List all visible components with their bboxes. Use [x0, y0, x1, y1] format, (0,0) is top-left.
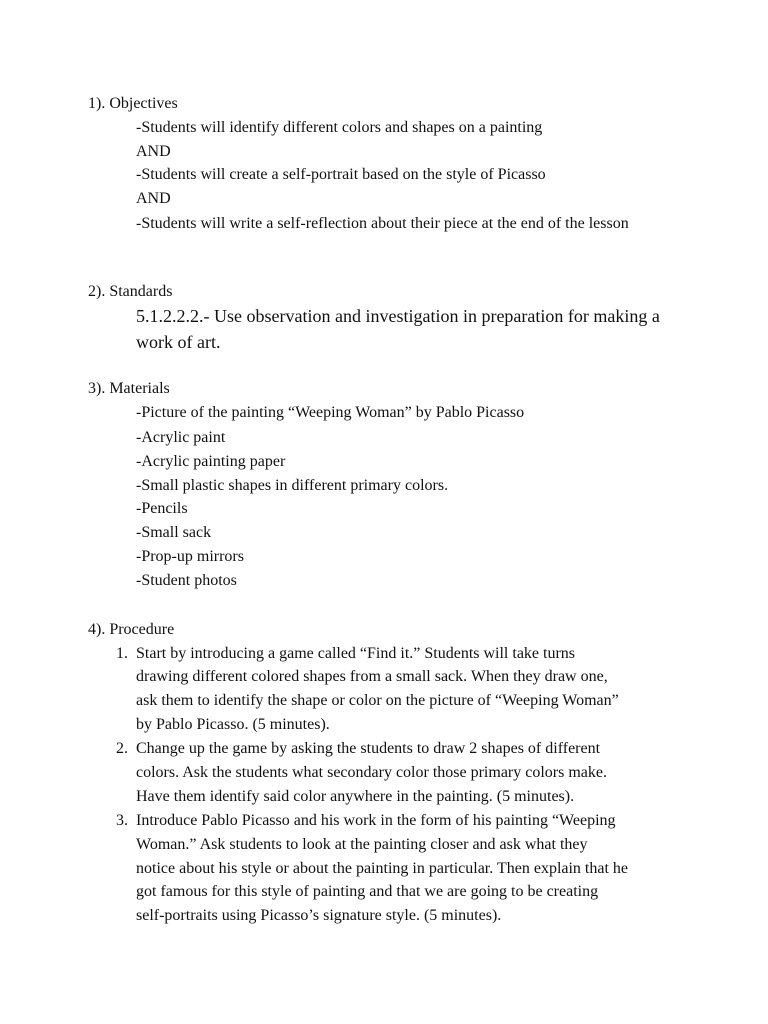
objective-line: -Students will identify different colors and shapes on a painting: [136, 119, 543, 136]
step-line: drawing different colored shapes from a small sack. When they draw one,: [136, 668, 608, 685]
standard-line: 5.1.2.2.2.- Use observation and investigation in preparation for making a: [136, 306, 660, 326]
step-line: colors. Ask the students what secondary color those primary colors make.: [136, 764, 607, 781]
material-item: -Picture of the painting “Weeping Woman” by Pablo Picasso: [136, 404, 525, 421]
step-line: Start by introducing a game called “Find it.” Students will take turns: [136, 645, 576, 662]
material-item: -Student photos: [136, 572, 237, 589]
step-line: notice about his style or about the painting in particular. Then explain that he: [136, 860, 629, 877]
step-line: ask them to identify the shape or color on the picture of “Weeping Woman”: [136, 692, 619, 709]
step-line: Have them identify said color anywhere in the painting. (5 minutes).: [136, 788, 575, 805]
materials-heading: 3). Materials: [88, 380, 170, 397]
step-line: Change up the game by asking the students to draw 2 shapes of different: [136, 740, 601, 757]
step-number: 3.: [116, 812, 128, 829]
objective-line: -Students will write a self-reflection about their piece at the end of the lesson: [136, 215, 629, 232]
procedure-heading: 4). Procedure: [88, 621, 175, 638]
material-item: -Acrylic painting paper: [136, 453, 286, 470]
standards-heading: 2). Standards: [88, 283, 173, 300]
objective-line: -Students will create a self-portrait based on the style of Picasso: [136, 166, 546, 183]
material-item: -Prop-up mirrors: [136, 548, 244, 565]
objectives-heading: 1). Objectives: [88, 95, 178, 112]
step-line: self-portraits using Picasso’s signature style. (5 minutes).: [136, 907, 502, 924]
material-item: -Acrylic paint: [136, 429, 226, 446]
step-line: Woman.” Ask students to look at the painting closer and ask what they: [136, 836, 588, 853]
material-item: -Small plastic shapes in different primary colors.: [136, 477, 449, 494]
material-item: -Small sack: [136, 524, 212, 541]
step-number: 2.: [116, 740, 128, 757]
objective-conjunction: AND: [136, 190, 171, 207]
material-item: -Pencils: [136, 500, 188, 517]
step-line: Introduce Pablo Picasso and his work in the form of his painting “Weeping: [136, 812, 616, 829]
step-number: 1.: [116, 645, 128, 662]
standard-line: work of art.: [136, 332, 221, 352]
step-line: got famous for this style of painting and that we are going to be creating: [136, 883, 599, 900]
step-line: by Pablo Picasso. (5 minutes).: [136, 716, 330, 733]
objective-conjunction: AND: [136, 143, 171, 160]
